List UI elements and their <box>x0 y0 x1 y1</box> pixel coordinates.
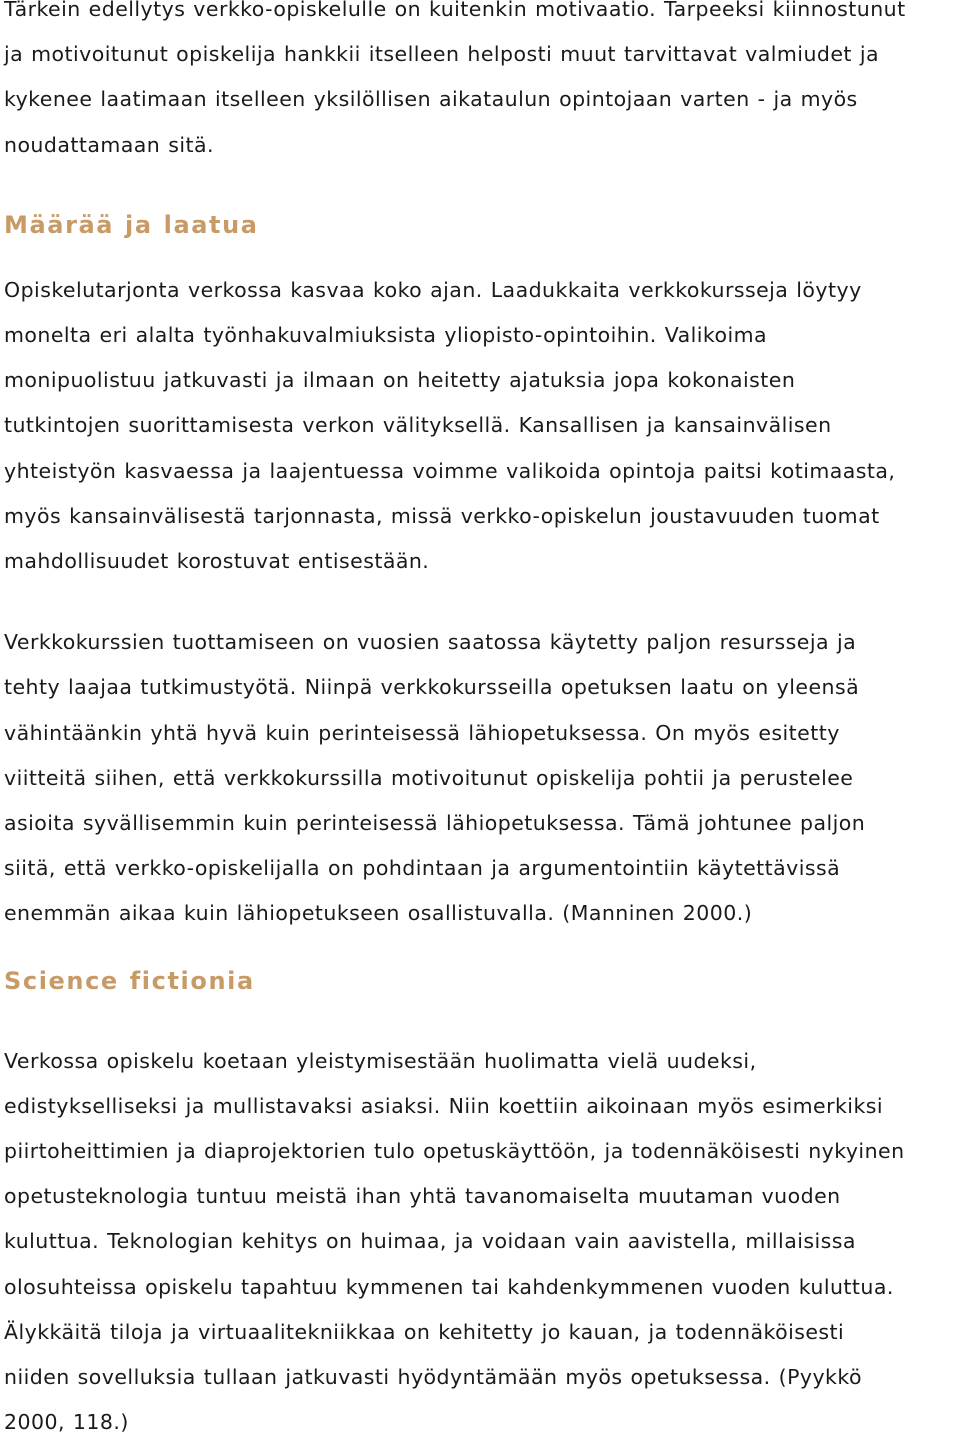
paragraph-course-offering <box>4 268 956 584</box>
text-line: monelta eri alalta työnhakuvalmiuksista yliopisto-opintoihin. Valikoima <box>4 323 768 348</box>
text-line: opetusteknologia tuntuu meistä ihan yhtä tavanomaiselta muutaman vuoden <box>4 1184 841 1209</box>
text-line: olosuhteissa opiskelu tapahtuu kymmenen tai kahdenkymmenen vuoden kuluttua. <box>4 1274 894 1299</box>
text-line: asioita syvällisemmin kuin perinteisessä lähiopetuksessa. Tämä johtunee paljon <box>4 811 866 836</box>
section-heading-science-fictionia: Science fictionia <box>4 966 255 995</box>
text-line: Älykkäitä tiloja ja virtuaalitekniikkaa on kehitetty jo kauan, ja todennäköisesti <box>4 1319 845 1344</box>
text-line: vähintäänkin yhtä hyvä kuin perinteisessä lähiopetuksessa. On myös esitetty <box>4 720 840 745</box>
text-line: noudattamaan sitä. <box>4 132 214 157</box>
text-line: Tärkein edellytys verkko-opiskelulle on kuitenkin motivaatio. Tarpeeksi kiinnostunut <box>4 0 906 21</box>
text-line: ja motivoitunut opiskelija hankkii itselleen helposti muut tarvittavat valmiudet ja <box>4 42 880 67</box>
text-line: tehty laajaa tutkimustyötä. Niinpä verkkokursseilla opetuksen laatu on yleensä <box>4 675 860 700</box>
text-line: Opiskelutarjonta verkossa kasvaa koko ajan. Laadukkaita verkkokursseja löytyy <box>4 277 862 302</box>
text-line: siitä, että verkko-opiskelijalla on pohdintaan ja argumentointiin käytettävissä <box>4 856 841 881</box>
paragraph-future-learning <box>4 1039 956 1446</box>
text-line: kuluttua. Teknologian kehitys on huimaa, ja voidaan vain aavistella, millaisissa <box>4 1229 856 1254</box>
text-line: edistykselliseksi ja mullistavaksi asiaksi. Niin koettiin aikoinaan myös esimerkiksi <box>4 1093 884 1118</box>
text-line: viitteitä siihen, että verkkokurssilla motivoitunut opiskelija pohtii ja perustelee <box>4 765 854 790</box>
document-page <box>4 0 956 1445</box>
text-line: enemmän aikaa kuin lähiopetukseen osallistuvalla. (Manninen 2000.) <box>4 901 753 926</box>
text-line: 2000, 118.) <box>4 1410 129 1435</box>
text-line: Verkkokurssien tuottamiseen on vuosien saatossa käytetty paljon resursseja ja <box>4 630 857 655</box>
text-line: kykenee laatimaan itselleen yksilöllisen aikataulun opintojaan varten - ja myös <box>4 87 858 112</box>
text-line: myös kansainvälisestä tarjonnasta, missä verkko-opiskelun joustavuuden tuomat <box>4 503 880 528</box>
text-line: Verkossa opiskelu koetaan yleistymisestään huolimatta vielä uudeksi, <box>4 1048 757 1073</box>
section-heading-maaraa-ja-laatua: Määrää ja laatua <box>4 210 259 239</box>
text-line: piirtoheittimien ja diaprojektorien tulo opetuskäyttöön, ja todennäköisesti nykyinen <box>4 1139 905 1164</box>
text-line: monipuolistuu jatkuvasti ja ilmaan on heitetty ajatuksia jopa kokonaisten <box>4 368 796 393</box>
text-line: tutkintojen suorittamisesta verkon välityksellä. Kansallisen ja kansainvälisen <box>4 413 832 438</box>
text-line: yhteistyön kasvaessa ja laajentuessa voimme valikoida opintoja paitsi kotimaasta, <box>4 458 896 483</box>
text-line: niiden sovelluksia tullaan jatkuvasti hyödyntämään myös opetuksessa. (Pyykkö <box>4 1365 862 1390</box>
text-line: mahdollisuudet korostuvat entisestään. <box>4 549 430 574</box>
paragraph-course-quality <box>4 620 956 936</box>
paragraph-motivation <box>4 0 956 168</box>
